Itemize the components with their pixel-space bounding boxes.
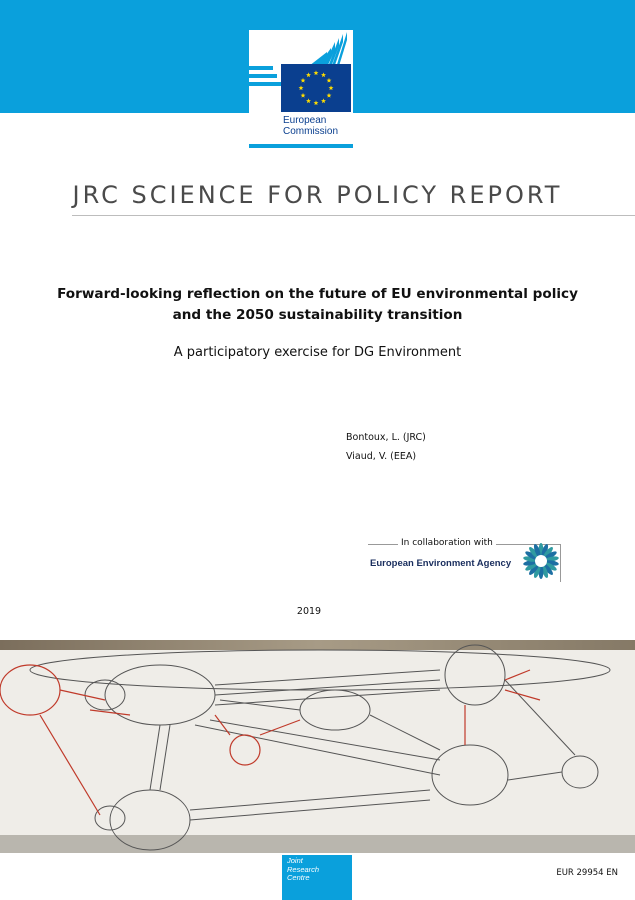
- report-title: Forward-looking reflection on the future of EU environmental policy and the 2050 sustainability transition: [57, 286, 578, 323]
- collaboration-box: [368, 538, 561, 583]
- eea-logo-icon: [522, 542, 560, 580]
- report-number: EUR 29954 EN: [556, 868, 618, 878]
- author: Bontoux, L. (JRC): [346, 432, 426, 443]
- eea-name: European Environment Agency: [370, 558, 512, 569]
- report-subtitle: A participatory exercise for DG Environment: [173, 345, 462, 360]
- publication-year: 2019: [296, 606, 322, 617]
- report-type-heading: JRC SCIENCE FOR POLICY REPORT: [72, 181, 563, 209]
- divider: [72, 215, 635, 216]
- european-commission-logo: [249, 30, 353, 148]
- ec-wordmark: European Commission: [283, 115, 339, 137]
- author-list: [346, 428, 426, 466]
- whiteboard-photo: [0, 640, 635, 853]
- collaboration-label: In collaboration with: [398, 538, 496, 548]
- author: Viaud, V. (EEA): [346, 451, 417, 462]
- jrc-logo: Joint Research Centre: [282, 855, 352, 900]
